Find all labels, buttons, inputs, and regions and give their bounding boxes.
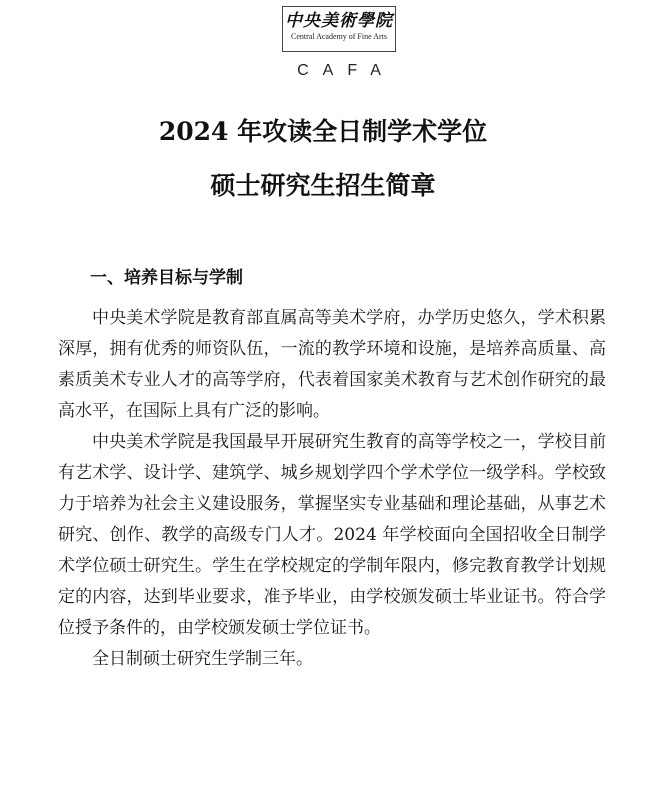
logo-english-name: Central Academy of Fine Arts: [291, 32, 387, 41]
section-heading: 一、培养目标与学制: [90, 268, 243, 288]
document-title-line-2: 硕士研究生招生简章: [210, 171, 436, 200]
document-title-line-1: 2024 年攻读全日制学术学位: [158, 117, 488, 146]
logo-chinese-name: 中央美術學院: [285, 11, 393, 31]
school-logo: [282, 6, 396, 52]
paragraph-intro: 中央美术学院是教育部直属高等美术学府，办学历史悠久，学术积累深厚，拥有优秀的师资队伍，一流的教学环境和设施，是培养高质量、高素质美术专业人才的高等学府，代表着国家美术教育与艺术创作研究的最高水平，在国际上具有广泛的影响。: [58, 308, 606, 421]
section-body: [58, 303, 606, 675]
paragraph-duration: 全日制硕士研究生学制三年。: [92, 649, 313, 669]
logo-abbreviation: CAFA: [297, 62, 395, 79]
paragraph-graduate-education: 中央美术学院是我国最早开展研究生教育的高等学校之一，学校目前有艺术学、设计学、建筑学、城乡规划学四个学术学位一级学科。学校致力于培养为社会主义建设服务，掌握坚实专业基础和理论基础，从事艺术研究、创作、教学的高级专门人才。2024 年学校面向全国招收全日制学术学位硕士研究生。学生在学校规定的学制年限内，修完教育教学计划规定的内容，达到毕业要求，准予毕业，由学校颁发硕士毕业证书。符合学位授予条件的，由学校颁发硕士学位证书。: [58, 432, 606, 638]
